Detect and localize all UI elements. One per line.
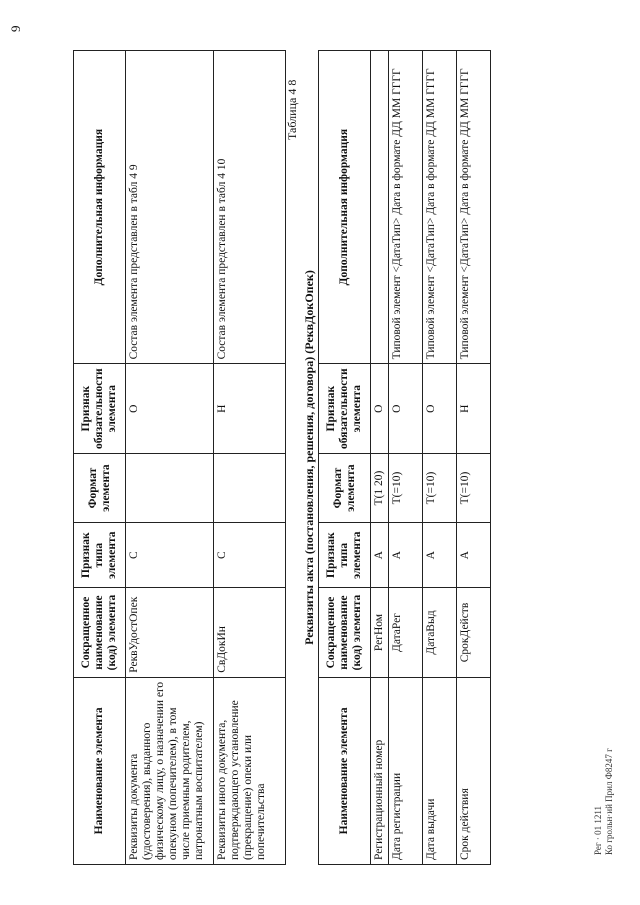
col-header: Дополнительная информация	[74, 51, 126, 364]
element-format: Т(=10)	[389, 453, 423, 522]
element-code: СвДокИн	[214, 588, 286, 678]
element-name: Дата выдачи	[423, 677, 457, 864]
table-row	[214, 51, 286, 865]
table-caption: Реквизиты акта (постановления, решения, договора) (РеквДокОпек)	[302, 270, 316, 645]
element-name: Регистрационный номер	[371, 677, 389, 864]
col-header: Формат элемента	[74, 453, 126, 522]
col-header: Формат элемента	[319, 453, 371, 522]
footer-line: Рег · 01 1211	[593, 806, 603, 855]
element-required: О	[423, 364, 457, 454]
element-name: Реквизиты иного документа, подтверждающего установление (прекращение) опеки или попечительства	[214, 677, 286, 864]
element-type: С	[126, 523, 214, 588]
table-number: Таблица 4 8	[285, 79, 299, 140]
element-name: Реквизиты документа (удостоверения), выданного физическому лицу, о назначении его опекуном (попечителем), в том числе приемным родителем, патронатным воспитателем)	[126, 677, 214, 864]
table-row	[423, 51, 457, 865]
col-header: Признак типа элемента	[74, 523, 126, 588]
table-header-row	[319, 51, 371, 865]
element-type: С	[214, 523, 286, 588]
element-required: О	[371, 364, 389, 454]
table-row	[389, 51, 423, 865]
col-header: Признак типа элемента	[319, 523, 371, 588]
col-header: Дополнительная информация	[319, 51, 371, 364]
element-code: РеквУдостОпек	[126, 588, 214, 678]
col-header: Наименование элемента	[74, 677, 126, 864]
element-required: Н	[214, 364, 286, 454]
table-row	[457, 51, 491, 865]
element-required: О	[126, 364, 214, 454]
element-info: Состав элемента представлен в табл 4 9	[126, 51, 214, 364]
element-format: Т(=10)	[457, 453, 491, 522]
element-format	[126, 453, 214, 522]
col-header: Сокращенное наименование (код) элемента	[74, 588, 126, 678]
element-code: ДатаРег	[389, 588, 423, 678]
element-info: Состав элемента представлен в табл 4 10	[214, 51, 286, 364]
act-requisites-table	[318, 50, 491, 865]
page-number: 9	[8, 25, 23, 32]
table-header-row	[74, 51, 126, 865]
element-code: ДатаВыд	[423, 588, 457, 678]
element-format: Т(1 20)	[371, 453, 389, 522]
element-required: Н	[457, 364, 491, 454]
element-code: РегНом	[371, 588, 389, 678]
col-header: Сокращенное наименование (код) элемента	[319, 588, 371, 678]
table-row	[371, 51, 389, 865]
element-info: Типовой элемент <ДатаТип> Дата в формате ДД ММ ГГГГ	[457, 51, 491, 364]
elements-table-continued	[73, 50, 286, 865]
element-required: О	[389, 364, 423, 454]
col-header: Признак обязательности элемента	[74, 364, 126, 454]
footer-line: Ко грольн·ий Прил Ф8247 г	[604, 748, 614, 855]
element-name: Срок действия	[457, 677, 491, 864]
element-type: А	[389, 523, 423, 588]
col-header: Наименование элемента	[319, 677, 371, 864]
element-type: А	[457, 523, 491, 588]
element-format	[214, 453, 286, 522]
element-name: Дата регистрации	[389, 677, 423, 864]
registration-footer	[593, 748, 615, 855]
element-type: А	[423, 523, 457, 588]
element-code: СрокДейств	[457, 588, 491, 678]
element-info	[371, 51, 389, 364]
col-header: Признак обязательности элемента	[319, 364, 371, 454]
element-info: Типовой элемент <ДатаТип> Дата в формате ДД ММ ГГГГ	[423, 51, 457, 364]
element-info: Типовой элемент <ДатаТип> Дата в формате ДД ММ ГГГГ	[389, 51, 423, 364]
element-format: Т(=10)	[423, 453, 457, 522]
element-type: А	[371, 523, 389, 588]
table-row	[126, 51, 214, 865]
